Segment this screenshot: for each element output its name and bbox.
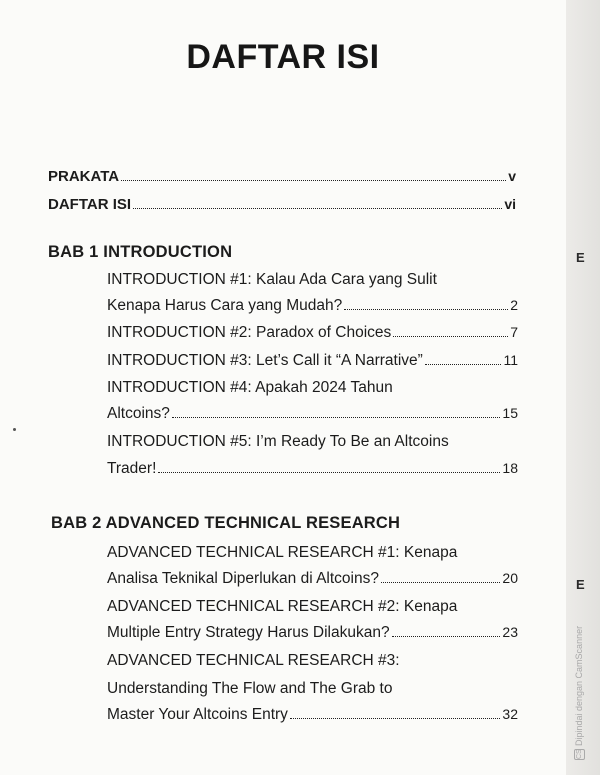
toc-entry-intro-2[interactable] — [107, 324, 518, 342]
chapter-heading-bab-1: BAB 1 INTRODUCTION — [48, 243, 233, 261]
toc-entry-line: Analisa Teknikal Diperlukan di Altcoins? — [107, 570, 379, 587]
dot-leader — [344, 308, 508, 310]
toc-entry-intro-4[interactable] — [107, 405, 518, 423]
toc-entry-line[interactable]: ADVANCED TECHNICAL RESEARCH #1: Kenapa — [107, 544, 458, 561]
toc-entry-line[interactable]: INTRODUCTION #1: Kalau Ada Cara yang Sulit — [107, 271, 437, 288]
scanner-watermark — [574, 626, 585, 760]
chapter-heading-bab-2: BAB 2 ADVANCED TECHNICAL RESEARCH — [51, 514, 401, 532]
dot-leader — [158, 471, 500, 473]
dot-leader — [381, 581, 500, 583]
dot-leader — [172, 416, 501, 418]
dot-leader — [290, 717, 501, 719]
toc-page-number: 20 — [502, 570, 518, 586]
toc-entry-intro-1[interactable] — [107, 297, 518, 315]
dot-leader — [392, 635, 501, 637]
dot-leader — [393, 335, 508, 337]
toc-row-daftar-isi[interactable] — [48, 196, 516, 213]
toc-entry-line: Altcoins? — [107, 405, 170, 422]
toc-row-prakata[interactable] — [48, 168, 516, 185]
toc-page-number: 11 — [503, 352, 518, 368]
toc-entry-line[interactable]: INTRODUCTION #4: Apakah 2024 Tahun — [107, 379, 393, 396]
camscanner-icon: CS — [576, 749, 584, 759]
toc-page-number: 18 — [502, 460, 518, 476]
toc-entry-line: Trader! — [107, 460, 157, 477]
watermark-text: Dipindai dengan CamScanner — [574, 625, 584, 746]
toc-entry-line[interactable]: Understanding The Flow and The Grab to — [107, 680, 393, 697]
dot-leader — [133, 207, 502, 209]
toc-page-number: 2 — [510, 297, 518, 313]
toc-entry-line: INTRODUCTION #3: Let’s Call it “A Narrative” — [107, 352, 423, 369]
toc-entry-line[interactable]: ADVANCED TECHNICAL RESEARCH #2: Kenapa — [107, 598, 458, 615]
toc-entry-intro-5[interactable] — [107, 460, 518, 478]
toc-page-number: 23 — [502, 624, 518, 640]
toc-entry-intro-3[interactable] — [107, 352, 518, 370]
toc-page-number: 15 — [502, 405, 518, 421]
toc-entry-line: Master Your Altcoins Entry — [107, 706, 288, 723]
toc-label: DAFTAR ISI — [48, 196, 132, 213]
toc-entry-atr-2[interactable] — [107, 624, 518, 642]
edge-letter: E — [576, 250, 585, 265]
toc-page-number: v — [508, 168, 516, 184]
toc-page-number: 32 — [502, 706, 518, 722]
toc-page-number: 7 — [510, 324, 518, 340]
dot-leader — [121, 179, 506, 181]
toc-entry-line: Multiple Entry Strategy Harus Dilakukan? — [107, 624, 390, 641]
toc-page-number: vi — [504, 196, 516, 212]
toc-label: PRAKATA — [48, 168, 120, 185]
toc-entry-line: Kenapa Harus Cara yang Mudah? — [107, 297, 343, 314]
dot-leader — [425, 363, 502, 365]
edge-letter: E — [576, 577, 585, 592]
toc-entry-line: INTRODUCTION #2: Paradox of Choices — [107, 324, 392, 341]
scan-speck — [13, 428, 16, 431]
toc-entry-line[interactable]: ADVANCED TECHNICAL RESEARCH #3: — [107, 652, 400, 669]
toc-entry-atr-1[interactable] — [107, 570, 518, 588]
toc-entry-line[interactable]: INTRODUCTION #5: I’m Ready To Be an Altcoins — [107, 433, 449, 450]
toc-entry-atr-3[interactable] — [107, 706, 518, 724]
page-title: DAFTAR ISI — [186, 38, 380, 76]
